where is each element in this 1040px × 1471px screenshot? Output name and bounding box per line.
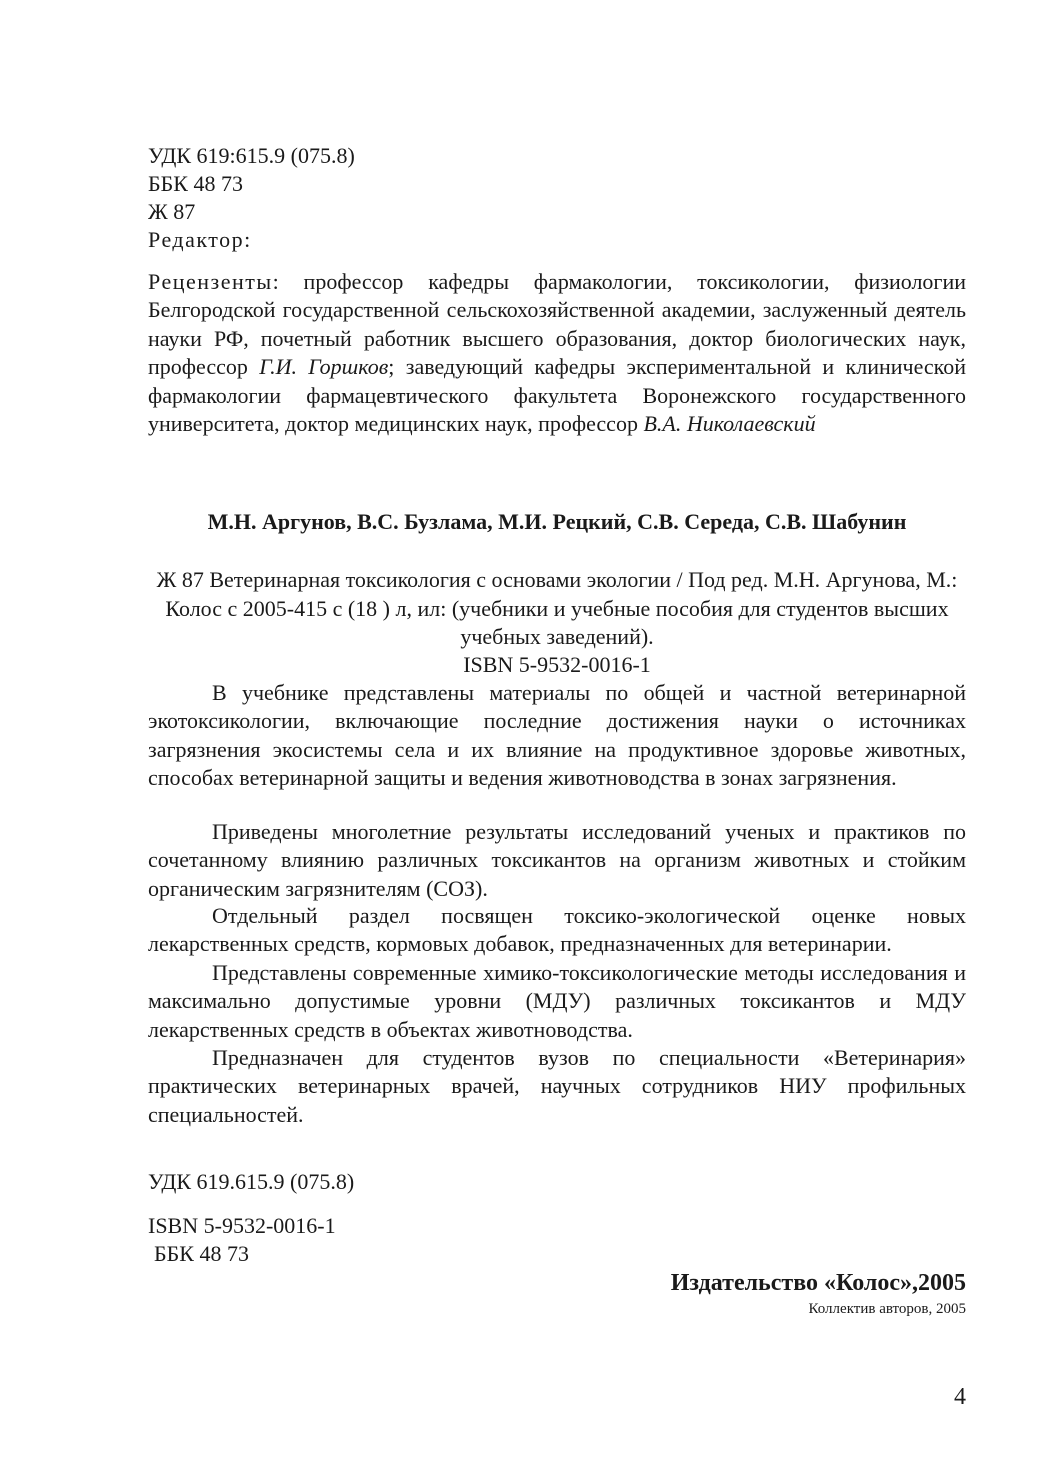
author-mark: Ж 87 bbox=[148, 199, 196, 224]
reviewer-name-1: Г.И. Горшков bbox=[259, 354, 389, 380]
reviewers-paragraph bbox=[148, 268, 966, 438]
publisher-line: Издательство «Колос»,2005 bbox=[670, 1270, 966, 1296]
udk-code: УДК 619:615.9 (075.8) bbox=[148, 143, 355, 168]
authors-line: М.Н. Аргунов, В.С. Бузлама, М.И. Рецкий, С.В. Середа, С.В. Шабунин bbox=[207, 509, 907, 534]
abstract-paragraph-2: Приведены многолетние результаты исследований ученых и практиков по сочетанному влиянию различных токсикантов на организм животных и стойким органическим загрязнителям (СОЗ). bbox=[148, 819, 966, 901]
reviewer-name-2: В.А. Николаевский bbox=[643, 411, 816, 437]
bbk-code: ББК 48 73 bbox=[148, 171, 243, 196]
abstract-paragraph-5: Предназначен для студентов вузов по специальности «Ветеринария» практических ветеринарных врачей, научных сотрудников НИУ профильных специальностей. bbox=[148, 1045, 966, 1127]
footer-isbn: ISBN 5-9532-0016-1 bbox=[148, 1213, 336, 1238]
bibliographic-citation: Ж 87 Ветеринарная токсикология с основами экологии / Под ред. М.Н. Аргунова, М.: Колос с 2005-415 с (18 ) л, ил: (учебники и учебные пособия для студентов высших учебных заведений). bbox=[156, 567, 958, 649]
reviewers-label: Рецензенты bbox=[148, 269, 273, 294]
reviewers-text-1: : профессор кафедры фармакологии, токсикологии, физиологии Белгородской государственной сельскохозяйственной академии, заслуженный деятель науки РФ, почетный работник высшего образования, доктор биологических наук, профессор bbox=[148, 269, 966, 380]
reviewers-text-2: ; заведующий кафедры экспериментальной и клинической фармакологии фармацевтического факультета Воронежского государственного университета, доктор медицинских наук, профессор bbox=[148, 354, 967, 437]
footer-bbk: ББК 48 73 bbox=[154, 1241, 249, 1266]
copyright-line: Коллектив авторов, 2005 bbox=[808, 1301, 966, 1317]
footer-udk: УДК 619.615.9 (075.8) bbox=[148, 1169, 355, 1194]
citation-isbn: ISBN 5-9532-0016-1 bbox=[463, 652, 651, 677]
abstract-paragraph-4: Представлены современные химико-токсикологические методы исследования и максимально допустимые уровни (МДУ) различных токсикантов и МДУ лекарственных средств в объектах животноводства. bbox=[148, 960, 966, 1042]
document-page bbox=[148, 0, 966, 1471]
editor-label: Редактор: bbox=[148, 227, 252, 252]
abstract-paragraph-1: В учебнике представлены материалы по общей и частной ветеринарной экотоксикологии, включающие последние достижения науки о источниках загрязнения экосистемы села и их влияние на продуктивное здоровье животных, способах ветеринарной защиты и ведения животноводства в зонах загрязнения. bbox=[148, 680, 966, 791]
abstract-paragraph-3: Отдельный раздел посвящен токсико-экологической оценке новых лекарственных средств, кормовых добавок, предназначенных для ветеринарии. bbox=[148, 903, 966, 957]
page-number: 4 bbox=[954, 1384, 966, 1410]
